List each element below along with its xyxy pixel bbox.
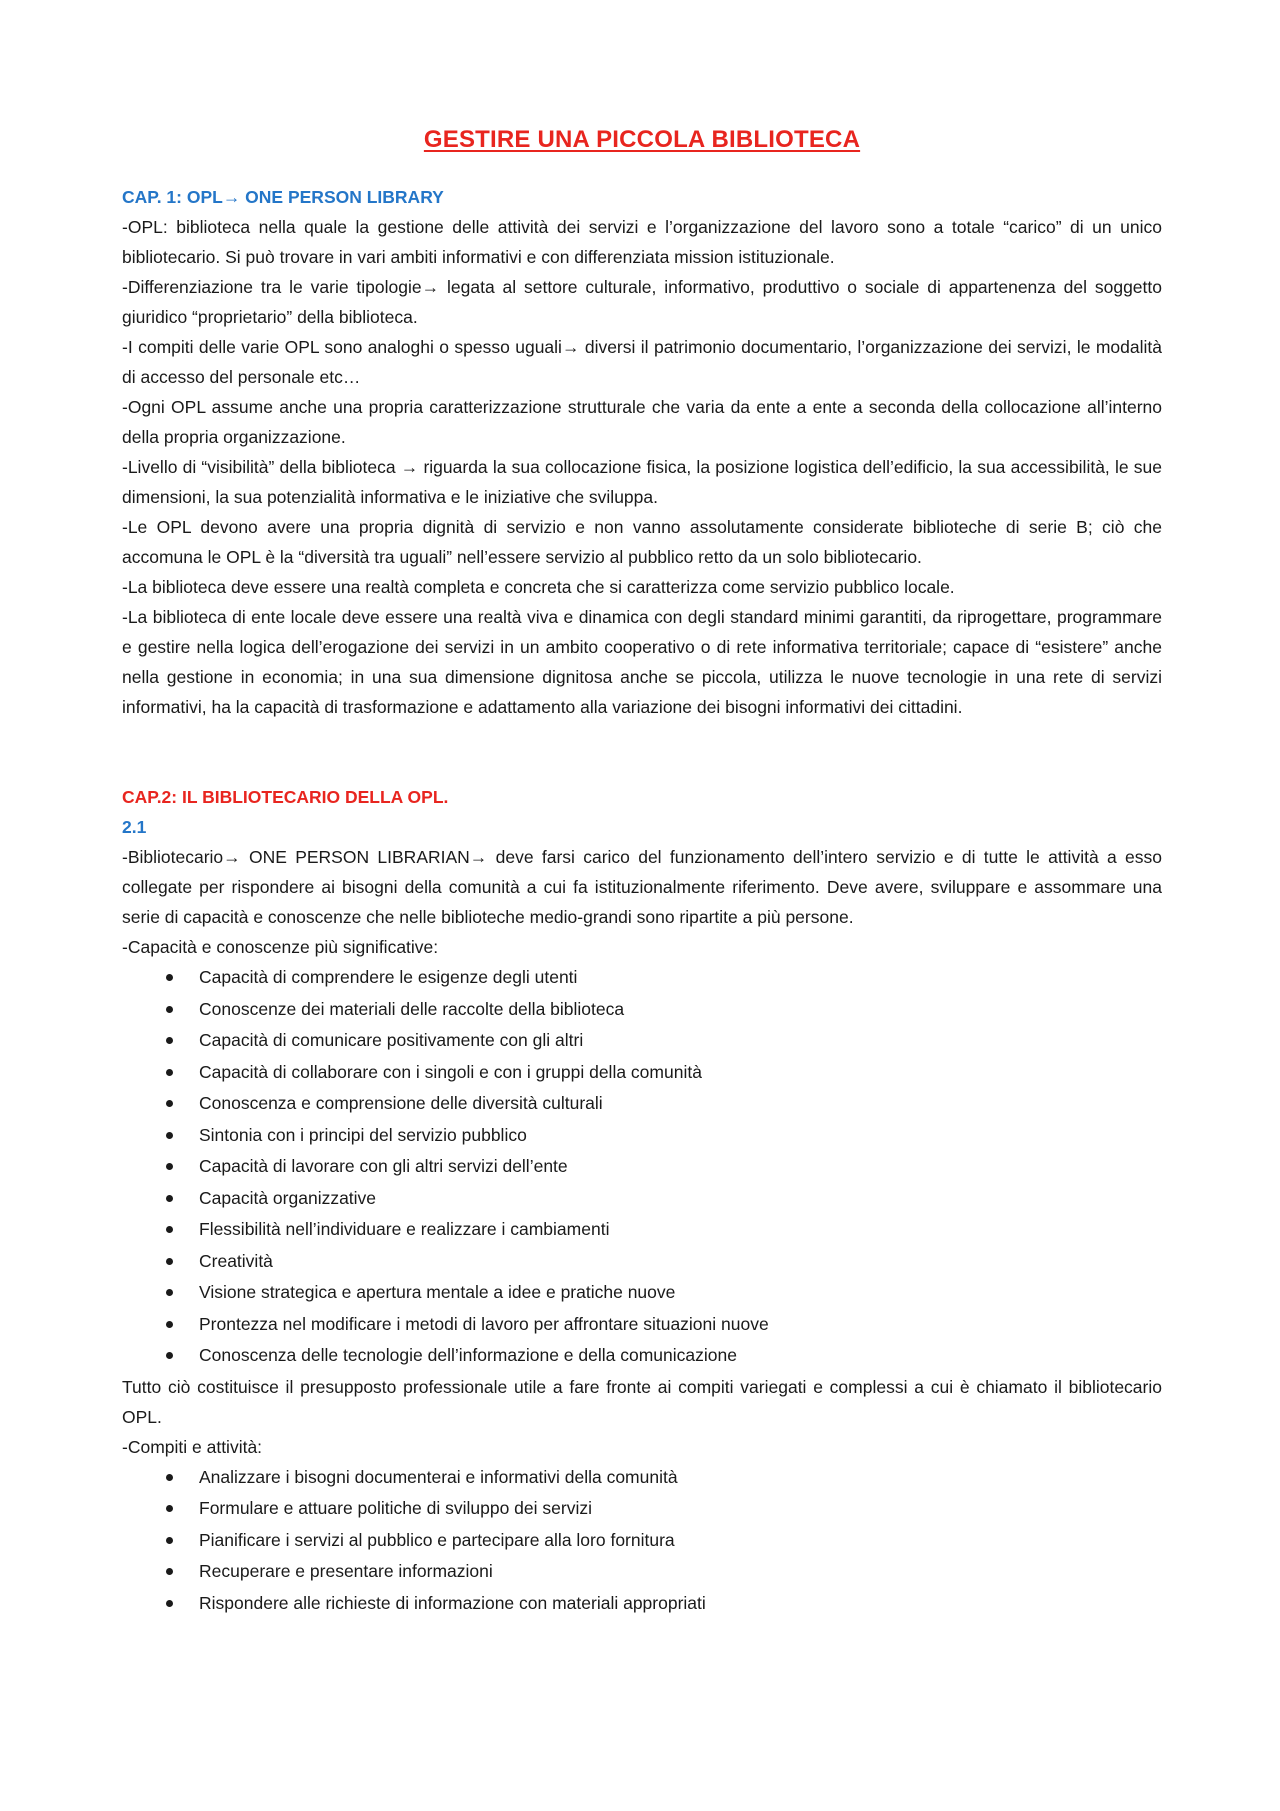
skill-item-text: Sintonia con i principi del servizio pubblico (199, 1124, 527, 1145)
skill-item-text: Conoscenze dei materiali delle raccolte della biblioteca (199, 998, 625, 1019)
bullet-icon (166, 1568, 173, 1575)
bullet-icon (166, 1537, 173, 1544)
chapter-1-paragraph: -Ogni OPL assume anche una propria caratterizzazione strutturale che varia da ente a ente a seconda della collocazione all’interno della propria organizzazione. (122, 397, 1162, 447)
skill-item (122, 1151, 1162, 1183)
bullet-icon (166, 1069, 173, 1076)
chapter-1-paragraph: -Differenziazione tra le varie tipologie→ legata al settore culturale, informativo, produttivo o sociale di appartenenza del soggetto giuridico “proprietario” della biblioteca. (122, 277, 1162, 327)
skill-item-text: Conoscenza e comprensione delle diversità culturali (199, 1093, 603, 1113)
skill-item (122, 1340, 1162, 1372)
section-spacer (122, 722, 1162, 782)
chapter-1 (122, 182, 1162, 722)
chapter-2-heading: CAP.2: IL BIBLIOTECARIO DELLA OPL. (122, 787, 449, 807)
summary-paragraph: Tutto ciò costituisce il presupposto professionale utile a fare fronte ai compiti variegati e complessi a cui è chiamato il bibliotecario OPL. (122, 1376, 1162, 1427)
chapter-1-paragraph: -La biblioteca deve essere una realtà completa e concreta che si caratterizza come servizio pubblico locale. (122, 577, 955, 597)
bullet-icon (166, 1321, 173, 1328)
bullet-icon (166, 1100, 173, 1107)
bullet-icon (166, 1258, 173, 1265)
skill-item (122, 1057, 1162, 1089)
task-item-text: Analizzare i bisogni documenterai e informativi della comunità (199, 1466, 678, 1487)
task-item (122, 1525, 1162, 1557)
skill-item (122, 1025, 1162, 1057)
skill-item (122, 994, 1162, 1026)
skill-item-text: Flessibilità nell’individuare e realizzare i cambiamenti (199, 1219, 610, 1239)
skill-item-text: Creatività (199, 1250, 273, 1271)
task-item-text: Pianificare i servizi al pubblico e partecipare alla loro fornitura (199, 1529, 675, 1550)
task-item-text: Formulare e attuare politiche di sviluppo dei servizi (199, 1498, 592, 1518)
bullet-icon (166, 1226, 173, 1233)
task-item (122, 1462, 1162, 1494)
chapter-1-paragraph: -La biblioteca di ente locale deve essere una realtà viva e dinamica con degli standard minimi garantiti, da riprogettare, programmare e gestire nella logica dell’erogazione dei servizi in un ambito cooperativo o di rete informativa territoriale; capace di “esistere” anche nella gestione in economia; in una sua dimensione dignitosa anche se piccola, utilizza le nuove tecnologie in una rete di servizi informativi, ha la capacità di trasformazione e adattamento alla variazione dei bisogni informativi dei cittadini. (122, 607, 1162, 717)
chapter-1-paragraph: -Le OPL devono avere una propria dignità di servizio e non vanno assolutamente considerate biblioteche di serie B; ciò che accomuna le OPL è la “diversità tra uguali” nell’essere servizio al pubblico retto da un solo bibliotecario. (122, 517, 1162, 567)
chapter-2 (122, 782, 1162, 1619)
skills-list (122, 962, 1162, 1372)
skill-item (122, 1309, 1162, 1341)
chapter-1-paragraph: -Livello di “visibilità” della biblioteca → riguarda la sua collocazione fisica, la posizione logistica dell’edificio, la sua accessibilità, le sue dimensioni, la sua potenzialità informativa e le iniziative che sviluppa. (122, 457, 1162, 507)
skill-item (122, 1120, 1162, 1152)
bullet-icon (166, 1474, 173, 1481)
skill-item (122, 1214, 1162, 1246)
skill-item-text: Capacità di comprendere le esigenze degli utenti (199, 967, 578, 987)
tasks-label: -Compiti e attività: (122, 1436, 263, 1457)
bullet-icon (166, 1195, 173, 1202)
skill-item-text: Capacità organizzative (199, 1187, 377, 1208)
bullet-icon (166, 1505, 173, 1512)
task-item (122, 1588, 1162, 1620)
skill-item (122, 1246, 1162, 1278)
document-page (122, 126, 1162, 1619)
task-item-text: Rispondere alle richieste di informazione con materiali appropriati (199, 1592, 706, 1613)
skill-item-text: Prontezza nel modificare i metodi di lavoro per affrontare situazioni nuove (199, 1313, 769, 1334)
bullet-icon (166, 1600, 173, 1607)
skill-item (122, 1183, 1162, 1215)
skill-item (122, 1088, 1162, 1120)
chapter-1-paragraph: -I compiti delle varie OPL sono analoghi o spesso uguali→ diversi il patrimonio documentario, l’organizzazione dei servizi, le modalità di accesso del personale etc… (122, 337, 1162, 387)
skill-item (122, 1277, 1162, 1309)
skill-item (122, 962, 1162, 994)
task-item (122, 1493, 1162, 1525)
chapter-1-heading: CAP. 1: OPL→ ONE PERSON LIBRARY (122, 187, 444, 207)
bullet-icon (166, 1289, 173, 1296)
task-item-text: Recuperare e presentare informazioni (199, 1561, 493, 1581)
section-number: 2.1 (122, 817, 147, 837)
bullet-icon (166, 1352, 173, 1359)
skill-item-text: Capacità di comunicare positivamente con gli altri (199, 1030, 584, 1050)
chapter-2-intro: -Bibliotecario→ ONE PERSON LIBRARIAN→ deve farsi carico del funzionamento dell’intero servizio e di tutte le attività a esso collegate per rispondere ai bisogni della comunità a cui fa istituzionalmente riferimento. Deve avere, sviluppare e assommare una serie di capacità e conoscenze che nelle biblioteche medio-grandi sono ripartite a più persone. (122, 847, 1162, 927)
bullet-icon (166, 1037, 173, 1044)
chapter-1-paragraph: -OPL: biblioteca nella quale la gestione delle attività dei servizi e l’organizzazione del lavoro sono a totale “carico” di un unico bibliotecario. Si può trovare in vari ambiti informativi e con differenziata mission istituzionale. (122, 217, 1162, 267)
bullet-icon (166, 1163, 173, 1170)
skills-label: -Capacità e conoscenze più significative: (122, 937, 439, 957)
skill-item-text: Capacità di collaborare con i singoli e con i gruppi della comunità (199, 1061, 702, 1082)
task-item (122, 1556, 1162, 1588)
skill-item-text: Visione strategica e apertura mentale a idee e pratiche nuove (199, 1282, 676, 1302)
bullet-icon (166, 974, 173, 981)
document-title: GESTIRE UNA PICCOLA BIBLIOTECA (423, 126, 861, 153)
bullet-icon (166, 1132, 173, 1139)
skill-item-text: Conoscenza delle tecnologie dell’informazione e della comunicazione (199, 1345, 737, 1365)
skill-item-text: Capacità di lavorare con gli altri servizi dell’ente (199, 1156, 568, 1176)
bullet-icon (166, 1006, 173, 1013)
tasks-list (122, 1462, 1162, 1620)
